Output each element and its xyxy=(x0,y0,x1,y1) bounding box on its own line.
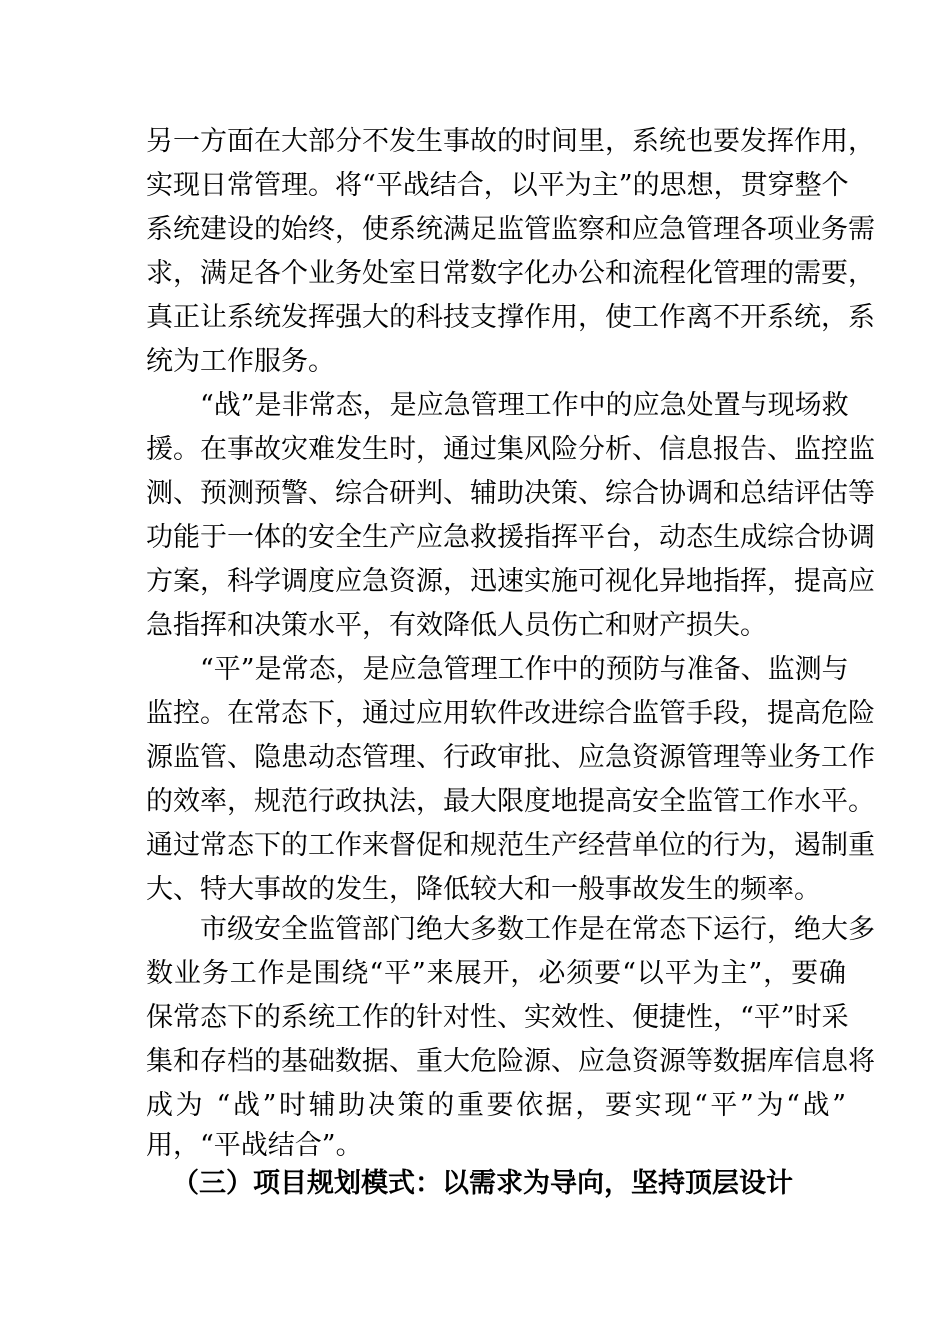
paragraph-line: 监控。在常态下，通过应用软件改进综合监管手段，提高危险 xyxy=(146,698,875,729)
paragraph-line: 另一方面在大部分不发生事故的时间里，系统也要发挥作用， xyxy=(146,126,875,157)
paragraph-line: 源监管、隐患动态管理、行政审批、应急资源管理等业务工作 xyxy=(146,742,875,773)
paragraph-line: 大、特大事故的发生，降低较大和一般事故发生的频率。 xyxy=(146,874,821,905)
paragraph-line: 援。在事故灾难发生时，通过集风险分析、信息报告、监控监 xyxy=(146,434,875,465)
paragraph-line: 真正让系统发挥强大的科技支撑作用，使工作离不开系统，系 xyxy=(146,302,875,333)
paragraph-line: 数业务工作是围绕“平”来展开，必须要“以平为主”，要确 xyxy=(146,958,846,989)
paragraph-line: 方案，科学调度应急资源，迅速实施可视化异地指挥，提高应 xyxy=(146,566,875,597)
paragraph-line: 求，满足各个业务处室日常数字化办公和流程化管理的需要， xyxy=(146,258,875,289)
paragraph-line: 集和存档的基础数据、重大危险源、应急资源等数据库信息将 xyxy=(146,1046,875,1077)
paragraph-line: “平”是常态，是应急管理工作中的预防与准备、监测与 xyxy=(200,654,849,685)
paragraph-line: 成为 “战”时辅助决策的重要依据，要实现“平”为“战” xyxy=(146,1090,846,1121)
paragraph-line: 急指挥和决策水平，有效降低人员伤亡和财产损失。 xyxy=(146,610,767,641)
paragraph-line: “战”是非常态，是应急管理工作中的应急处置与现场救 xyxy=(200,390,849,421)
paragraph-line: 的效率，规范行政执法，最大限度地提高安全监管工作水平。 xyxy=(146,786,875,817)
paragraph-line: 通过常态下的工作来督促和规范生产经营单位的行为，遏制重 xyxy=(146,830,875,861)
paragraph-line: 测、预测预警、综合研判、辅助决策、综合协调和总结评估等 xyxy=(146,478,875,509)
paragraph-line: 市级安全监管部门绝大多数工作是在常态下运行，绝大多 xyxy=(200,914,875,945)
paragraph-line: 保常态下的系统工作的针对性、实效性、便捷性，“平”时采 xyxy=(146,1002,849,1033)
paragraph-line: 功能于一体的安全生产应急救援指挥平台，动态生成综合协调 xyxy=(146,522,875,553)
paragraph-line: 用，“平战结合”。 xyxy=(146,1130,363,1161)
paragraph-line: 系统建设的始终，使系统满足监管监察和应急管理各项业务需 xyxy=(146,214,875,245)
section-heading: （三）项目规划模式：以需求为导向，坚持顶层设计 xyxy=(172,1168,793,1199)
paragraph-line: 实现日常管理。将“平战结合，以平为主”的思想，贯穿整个 xyxy=(146,170,849,201)
paragraph-line: 统为工作服务。 xyxy=(146,346,335,377)
